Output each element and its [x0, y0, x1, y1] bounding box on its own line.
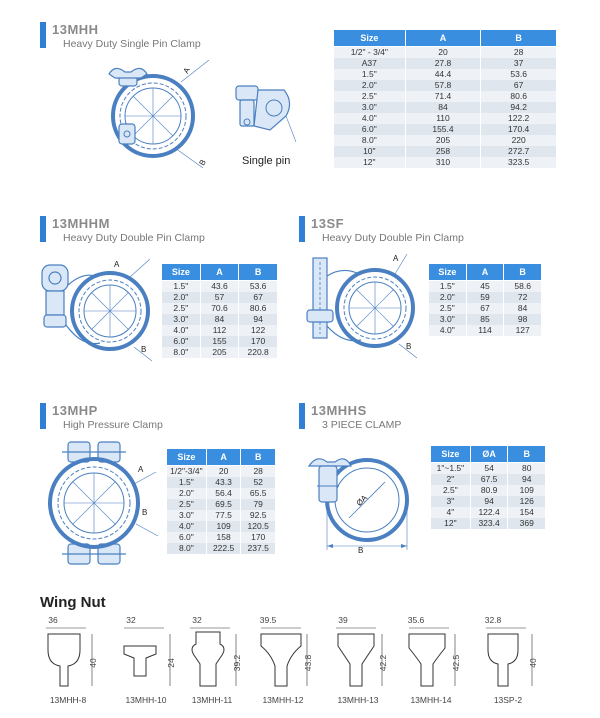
table-row	[162, 336, 278, 347]
section-title-13mhh: 13MHH	[52, 22, 99, 37]
table-cell: 220	[481, 135, 557, 146]
section-title-13mhhm: 13MHHM	[52, 216, 110, 231]
wing-nut-label: 13MHH-12	[262, 695, 304, 705]
table-row	[167, 510, 276, 521]
wing-nut-height: 42.2	[378, 654, 388, 672]
wing-nut-label: 13SP-2	[493, 695, 523, 705]
table-cell: 80	[508, 463, 546, 475]
table-cell: 67	[239, 292, 278, 303]
table-row	[167, 532, 276, 543]
table-cell: 84	[200, 314, 239, 325]
table-cell: 272.7	[481, 146, 557, 157]
dim-label-a: A	[181, 65, 192, 76]
table-13mhh	[333, 29, 557, 168]
table-cell: 122	[239, 325, 278, 336]
table-13mhhm	[161, 263, 278, 358]
section-title-13mhhs: 13MHHS	[311, 403, 367, 418]
dim-label-b: B	[358, 546, 364, 555]
col-header: B	[508, 446, 546, 463]
section-subtitle-13mhp: High Pressure Clamp	[63, 419, 163, 431]
table-cell: 6.0"	[167, 532, 207, 543]
single-pin-caption: Single pin	[242, 155, 291, 167]
table-cell: 94.2	[481, 102, 557, 113]
table-row	[334, 124, 557, 135]
table-cell: 43.6	[200, 281, 239, 293]
table-cell: 258	[405, 146, 481, 157]
table-row	[429, 292, 542, 303]
table-cell: 56.4	[206, 488, 241, 499]
table-cell: 127	[504, 325, 542, 336]
table-13mhp	[166, 448, 276, 554]
table-cell: 2.5"	[431, 485, 471, 496]
table-row	[167, 543, 276, 554]
table-cell: 58.6	[504, 281, 542, 293]
table-cell: 1/2" - 3/4"	[334, 47, 406, 59]
table-row	[334, 58, 557, 69]
table-cell: 53.6	[481, 69, 557, 80]
table-cell: 114	[466, 325, 504, 336]
table-cell: 80.6	[239, 303, 278, 314]
col-header: B	[481, 30, 557, 47]
table-row	[429, 303, 542, 314]
table-cell: 85	[466, 314, 504, 325]
table-cell: 120.5	[241, 521, 276, 532]
table-cell: 369	[508, 518, 546, 529]
table-cell: 122.4	[470, 507, 508, 518]
table-row	[167, 521, 276, 532]
wing-nut-outline	[192, 632, 224, 686]
table-cell: 112	[200, 325, 239, 336]
table-cell: 4"	[431, 507, 471, 518]
col-header: B	[504, 264, 542, 281]
col-header: B	[239, 264, 278, 281]
table-cell: 109	[508, 485, 546, 496]
col-header: Size	[431, 446, 471, 463]
col-header: A	[206, 449, 241, 466]
table-cell: 52	[241, 477, 276, 488]
col-header: ØA	[470, 446, 508, 463]
wing-nut-width: 36	[48, 615, 58, 625]
table-cell: 1.5"	[429, 281, 467, 293]
section-bar	[40, 216, 46, 242]
table-cell: 109	[206, 521, 241, 532]
clamp-13mhh-drawing	[105, 60, 220, 172]
table-cell: 3.0"	[429, 314, 467, 325]
table-cell: 110	[405, 113, 481, 124]
table-cell: 2.5"	[162, 303, 201, 314]
table-cell: 4.0"	[162, 325, 201, 336]
table-cell: 237.5	[241, 543, 276, 554]
wing-nut-width: 32	[192, 615, 202, 625]
table-cell: 92.5	[241, 510, 276, 521]
table-row	[162, 303, 278, 314]
table-cell: 79	[241, 499, 276, 510]
table-row	[334, 80, 557, 91]
table-cell: 12"	[334, 157, 406, 168]
dim-label-b: B	[406, 342, 412, 351]
table-row	[431, 496, 546, 507]
table-cell: 27.8	[405, 58, 481, 69]
table-cell: 70.6	[200, 303, 239, 314]
section-subtitle-13sf: Heavy Duty Double Pin Clamp	[322, 232, 464, 244]
table-cell: 98	[504, 314, 542, 325]
table-row	[429, 314, 542, 325]
table-cell: 154	[508, 507, 546, 518]
col-header: Size	[167, 449, 207, 466]
wing-nut-label: 13MHH-14	[410, 695, 452, 705]
wing-nut-height: 40	[528, 658, 538, 668]
table-cell: 69.5	[206, 499, 241, 510]
table-cell: 2.0"	[429, 292, 467, 303]
table-cell: 6.0"	[162, 336, 201, 347]
table-row	[167, 488, 276, 499]
wing-nut-outline	[338, 634, 374, 686]
section-title-13sf: 13SF	[311, 216, 345, 231]
table-cell: 3.0"	[167, 510, 207, 521]
table-cell: 205	[405, 135, 481, 146]
table-13mhhs	[430, 445, 546, 529]
table-row	[431, 463, 546, 475]
wing-nut-outline	[124, 646, 156, 676]
table-row	[162, 325, 278, 336]
wing-nut-height: 24	[166, 658, 176, 668]
table-cell: 2.0"	[334, 80, 406, 91]
wing-nut-width: 32	[126, 615, 136, 625]
table-cell: 323.5	[481, 157, 557, 168]
table-cell: A37	[334, 58, 406, 69]
dim-label-a: A	[114, 260, 120, 269]
table-cell: 122.2	[481, 113, 557, 124]
table-cell: 1/2"-3/4"	[167, 466, 207, 478]
table-cell: 1.5"	[167, 477, 207, 488]
table-row	[334, 113, 557, 124]
table-row	[167, 466, 276, 478]
table-cell: 3.0"	[334, 102, 406, 113]
wing-nut-outline	[409, 634, 445, 686]
table-cell: 323.4	[470, 518, 508, 529]
table-cell: 220.8	[239, 347, 278, 358]
table-cell: 170.4	[481, 124, 557, 135]
table-cell: 67.5	[470, 474, 508, 485]
wing-nut-width: 39.5	[259, 615, 277, 625]
table-cell: 20	[206, 466, 241, 478]
table-cell: 2.5"	[167, 499, 207, 510]
table-cell: 1"~1.5"	[431, 463, 471, 475]
table-cell: 2.0"	[167, 488, 207, 499]
table-cell: 43.3	[206, 477, 241, 488]
table-cell: 310	[405, 157, 481, 168]
table-cell: 65.5	[241, 488, 276, 499]
dim-label-b: B	[141, 345, 147, 354]
table-cell: 53.6	[239, 281, 278, 293]
wing-nut-height: 42.5	[451, 654, 461, 672]
table-cell: 155.4	[405, 124, 481, 135]
table-cell: 84	[504, 303, 542, 314]
table-cell: 2"	[431, 474, 471, 485]
table-row	[431, 518, 546, 529]
table-cell: 80.9	[470, 485, 508, 496]
section-bar	[299, 216, 305, 242]
table-cell: 57	[200, 292, 239, 303]
table-cell: 94	[508, 474, 546, 485]
wing-nut-width: 39	[338, 615, 348, 625]
table-cell: 37	[481, 58, 557, 69]
table-cell: 3"	[431, 496, 471, 507]
table-cell: 4.0"	[429, 325, 467, 336]
table-row	[431, 474, 546, 485]
table-cell: 77.5	[206, 510, 241, 521]
table-cell: 2.5"	[334, 91, 406, 102]
table-cell: 222.5	[206, 543, 241, 554]
table-cell: 59	[466, 292, 504, 303]
table-cell: 10"	[334, 146, 406, 157]
table-cell: 12"	[431, 518, 471, 529]
table-cell: 45	[466, 281, 504, 293]
table-cell: 72	[504, 292, 542, 303]
section-subtitle-13mhhm: Heavy Duty Double Pin Clamp	[63, 232, 205, 244]
section-title-13mhp: 13MHP	[52, 403, 98, 418]
wing-nut-height: 40	[88, 658, 98, 668]
table-cell: 170	[239, 336, 278, 347]
section-subtitle-13mhhs: 3 PIECE CLAMP	[322, 419, 402, 431]
clamp-13mhp-drawing	[38, 438, 160, 568]
col-header: A	[200, 264, 239, 281]
col-header: Size	[429, 264, 467, 281]
dim-label-a: A	[393, 254, 399, 263]
table-cell: 2.0"	[162, 292, 201, 303]
table-row	[429, 281, 542, 293]
table-cell: 8.0"	[334, 135, 406, 146]
wing-nut-width: 35.6	[407, 615, 425, 625]
wing-nut-outline	[48, 634, 80, 686]
table-row	[431, 507, 546, 518]
section-subtitle-13mhh: Heavy Duty Single Pin Clamp	[63, 38, 201, 50]
wing-nut-height: 39.2	[232, 654, 242, 672]
wing-nut-title: Wing Nut	[40, 594, 106, 611]
table-cell: 20	[405, 47, 481, 59]
dim-label-oa: ØA	[354, 493, 370, 508]
table-cell: 28	[241, 466, 276, 478]
wing-nut-outline	[261, 634, 301, 686]
table-cell: 158	[206, 532, 241, 543]
table-cell: 4.0"	[334, 113, 406, 124]
table-cell: 1.5"	[162, 281, 201, 293]
table-row	[334, 69, 557, 80]
table-row	[162, 292, 278, 303]
clamp-13mhhm-drawing	[38, 255, 156, 367]
clamp-13sf-drawing	[303, 252, 421, 364]
wing-nut-height: 43.8	[303, 654, 313, 672]
table-row	[334, 157, 557, 168]
wing-nut-label: 13MHH-8	[49, 695, 87, 705]
table-cell: 2.5"	[429, 303, 467, 314]
table-row	[431, 485, 546, 496]
wing-nut-width: 32.8	[484, 615, 502, 625]
table-cell: 67	[466, 303, 504, 314]
table-cell: 94	[239, 314, 278, 325]
wing-nut-label: 13MHH-10	[125, 695, 167, 705]
table-cell: 205	[200, 347, 239, 358]
section-bar	[299, 403, 305, 429]
dim-label-a: A	[138, 465, 144, 474]
table-cell: 71.4	[405, 91, 481, 102]
table-row	[334, 91, 557, 102]
section-bar	[40, 22, 46, 48]
table-13sf	[428, 263, 542, 336]
table-cell: 3.0"	[162, 314, 201, 325]
table-row	[167, 499, 276, 510]
wing-nut-outline	[488, 634, 518, 686]
col-header: A	[466, 264, 504, 281]
table-row	[162, 281, 278, 293]
col-header: Size	[162, 264, 201, 281]
col-header: B	[241, 449, 276, 466]
table-row	[334, 146, 557, 157]
table-cell: 67	[481, 80, 557, 91]
col-header: A	[405, 30, 481, 47]
table-row	[162, 347, 278, 358]
dim-label-b: B	[142, 508, 148, 517]
table-cell: 8.0"	[162, 347, 201, 358]
table-cell: 84	[405, 102, 481, 113]
table-row	[334, 47, 557, 59]
table-cell: 57.8	[405, 80, 481, 91]
table-row	[334, 135, 557, 146]
table-cell: 4.0"	[167, 521, 207, 532]
table-cell: 8.0"	[167, 543, 207, 554]
table-cell: 80.6	[481, 91, 557, 102]
table-cell: 126	[508, 496, 546, 507]
col-header: Size	[334, 30, 406, 47]
table-cell: 170	[241, 532, 276, 543]
wing-nut-label: 13MHH-13	[337, 695, 379, 705]
single-pin-drawing	[230, 82, 300, 146]
table-row	[334, 102, 557, 113]
dim-label-b: B	[197, 157, 208, 168]
table-row	[167, 477, 276, 488]
section-bar	[40, 403, 46, 429]
wing-nut-label: 13MHH-11	[191, 695, 233, 705]
table-cell: 155	[200, 336, 239, 347]
table-cell: 94	[470, 496, 508, 507]
table-cell: 1.5"	[334, 69, 406, 80]
table-row	[162, 314, 278, 325]
table-cell: 28	[481, 47, 557, 59]
table-cell: 44.4	[405, 69, 481, 80]
table-row	[429, 325, 542, 336]
table-cell: 54	[470, 463, 508, 475]
table-cell: 6.0"	[334, 124, 406, 135]
